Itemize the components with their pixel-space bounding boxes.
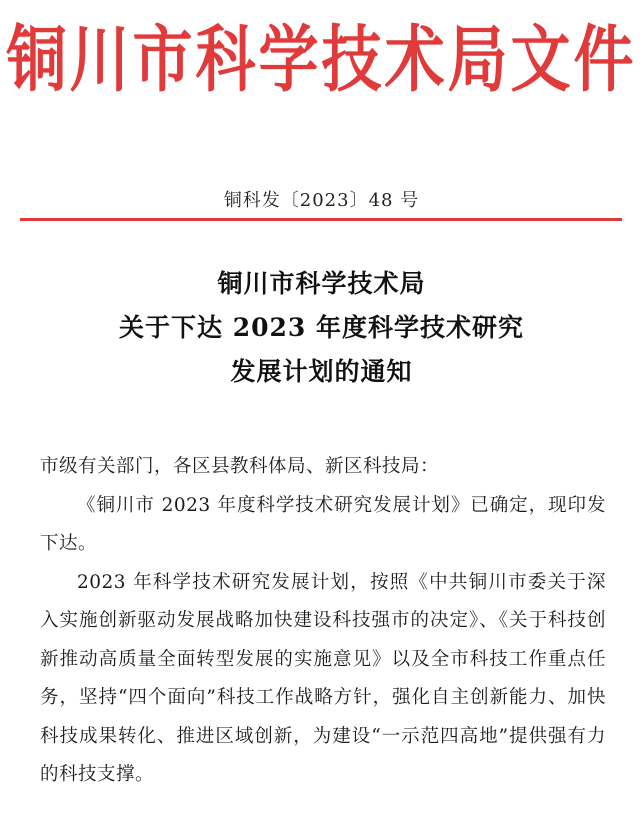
header-divider-rule <box>20 218 622 221</box>
document-header-title: 铜川市科学技术局文件 <box>6 18 637 103</box>
body-paragraph-1: 《铜川市 2023 年度科学技术研究发展计划》已确定，现印发下达。 <box>40 494 606 554</box>
notice-title <box>0 262 643 394</box>
body-paragraph-2: 2023 年科学技术研究发展计划，按照《中共铜川市委关于深入实施创新驱动发展战略加快建设科技强市的决定》、《关于科技创新推动高质量全面转型发展的实施意见》以及全市科技工作重点任务，坚持“四个面向”科技工作战略方针，强化自主创新能力、加快科技成果转化、推进区域创新，为建设“一示范四高地”提供强有力的科技支撑。 <box>40 571 606 785</box>
notice-title-line-3: 发展计划的通知 <box>230 357 413 386</box>
salutation: 市级有关部门，各区县教科体局、新区科技局： <box>40 456 440 477</box>
notice-title-line-1: 铜川市科学技术局 <box>217 269 426 298</box>
notice-body <box>40 448 606 795</box>
notice-title-line-2: 关于下达 2023 年度科学技术研究 <box>119 313 524 342</box>
document-number: 铜科发〔2023〕48 号 <box>223 190 420 211</box>
